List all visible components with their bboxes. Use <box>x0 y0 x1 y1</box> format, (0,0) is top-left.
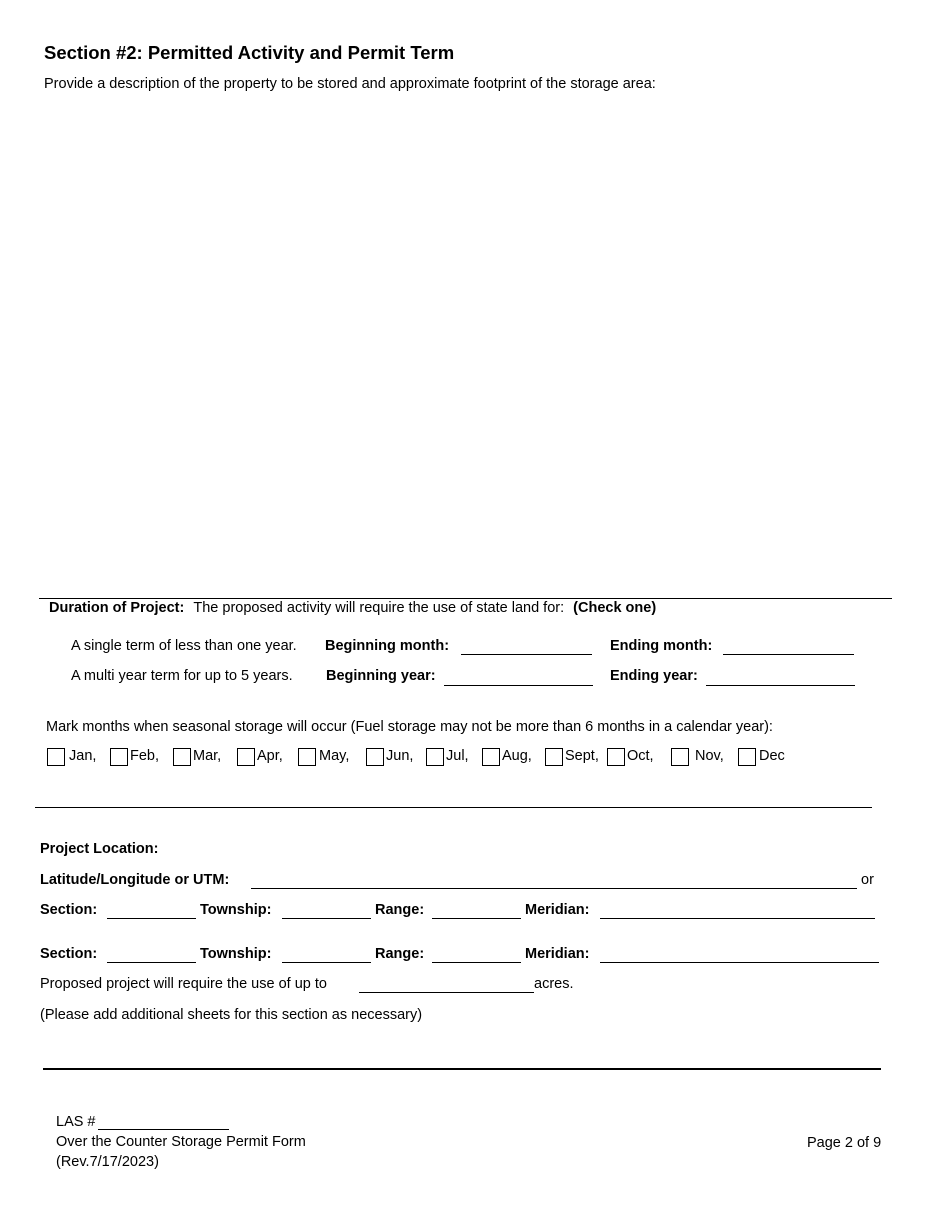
page-number: Page 2 of 9 <box>807 1135 882 1151</box>
month-label-oct: Oct, <box>627 748 654 764</box>
las-field[interactable] <box>98 1129 229 1130</box>
acres-field[interactable] <box>359 992 534 993</box>
acres-prefix: Proposed project will require the use of up to <box>40 976 327 992</box>
month-label-jan: Jan, <box>69 748 97 764</box>
additional-sheets-note: (Please add additional sheets for this section as necessary) <box>40 1007 423 1023</box>
checkbox-sept[interactable] <box>545 748 563 766</box>
footer-divider <box>43 1068 881 1070</box>
checkbox-oct[interactable] <box>607 748 625 766</box>
checkbox-nov[interactable] <box>671 748 689 766</box>
checkbox-apr[interactable] <box>237 748 255 766</box>
checkbox-dec[interactable] <box>738 748 756 766</box>
duration-label: Duration of Project: <box>49 600 185 616</box>
multi-term-label: A multi year term for up to 5 years. <box>71 668 293 684</box>
range-label-2: Range: <box>375 946 425 962</box>
section-title: Section #2: Permitted Activity and Permit Term <box>44 42 455 63</box>
section-label-1: Section: <box>40 902 98 918</box>
month-label-jun: Jun, <box>386 748 414 764</box>
month-label-sept: Sept, <box>565 748 599 764</box>
beginning-year-label: Beginning year: <box>326 668 436 684</box>
or-text: or <box>861 872 874 888</box>
divider-line <box>35 807 872 808</box>
meridian-field-2[interactable] <box>600 962 879 963</box>
divider-line <box>39 598 892 599</box>
township-label-1: Township: <box>200 902 272 918</box>
township-label-2: Township: <box>200 946 272 962</box>
latlong-label: Latitude/Longitude or UTM: <box>40 872 230 888</box>
ending-month-label: Ending month: <box>610 638 713 654</box>
project-location-heading: Project Location: <box>40 841 159 857</box>
single-term-label: A single term of less than one year. <box>71 638 297 654</box>
checkbox-may[interactable] <box>298 748 316 766</box>
meridian-label-2: Meridian: <box>525 946 590 962</box>
checkbox-feb[interactable] <box>110 748 128 766</box>
duration-row <box>49 600 656 616</box>
meridian-label-1: Meridian: <box>525 902 590 918</box>
ending-year-label: Ending year: <box>610 668 698 684</box>
township-field-2[interactable] <box>282 962 371 963</box>
township-field-1[interactable] <box>282 918 371 919</box>
month-label-apr: Apr, <box>257 748 283 764</box>
description-textarea[interactable] <box>40 102 894 596</box>
description-instruction: Provide a description of the property to be stored and approximate footprint of the storage area: <box>44 76 656 92</box>
month-label-nov: Nov, <box>695 748 724 764</box>
checkbox-aug[interactable] <box>482 748 500 766</box>
seasonal-instruction: Mark months when seasonal storage will occur (Fuel storage may not be more than 6 months in a calendar year): <box>46 719 773 735</box>
month-label-feb: Feb, <box>130 748 160 764</box>
beginning-month-field[interactable] <box>461 654 592 655</box>
beginning-year-field[interactable] <box>444 685 593 686</box>
section-field-1[interactable] <box>107 918 196 919</box>
form-revision: (Rev.7/17/2023) <box>56 1154 159 1170</box>
ending-year-field[interactable] <box>706 685 855 686</box>
beginning-month-label: Beginning month: <box>325 638 450 654</box>
checkbox-mar[interactable] <box>173 748 191 766</box>
checkbox-jun[interactable] <box>366 748 384 766</box>
las-label: LAS # <box>56 1114 96 1130</box>
form-name: Over the Counter Storage Permit Form <box>56 1134 306 1150</box>
checkbox-jan[interactable] <box>47 748 65 766</box>
range-field-2[interactable] <box>432 962 521 963</box>
checkbox-jul[interactable] <box>426 748 444 766</box>
month-label-may: May, <box>319 748 350 764</box>
check-one-note: (Check one) <box>573 600 657 616</box>
range-field-1[interactable] <box>432 918 521 919</box>
meridian-field-1[interactable] <box>600 918 875 919</box>
section-field-2[interactable] <box>107 962 196 963</box>
section-label-2: Section: <box>40 946 98 962</box>
month-label-aug: Aug, <box>502 748 532 764</box>
month-label-jul: Jul, <box>446 748 469 764</box>
ending-month-field[interactable] <box>723 654 854 655</box>
acres-suffix: acres. <box>534 976 574 992</box>
month-label-dec: Dec <box>759 748 785 764</box>
range-label-1: Range: <box>375 902 425 918</box>
duration-text: The proposed activity will require the use of state land for: <box>193 600 565 616</box>
latlong-field[interactable] <box>251 888 857 889</box>
month-label-mar: Mar, <box>193 748 222 764</box>
